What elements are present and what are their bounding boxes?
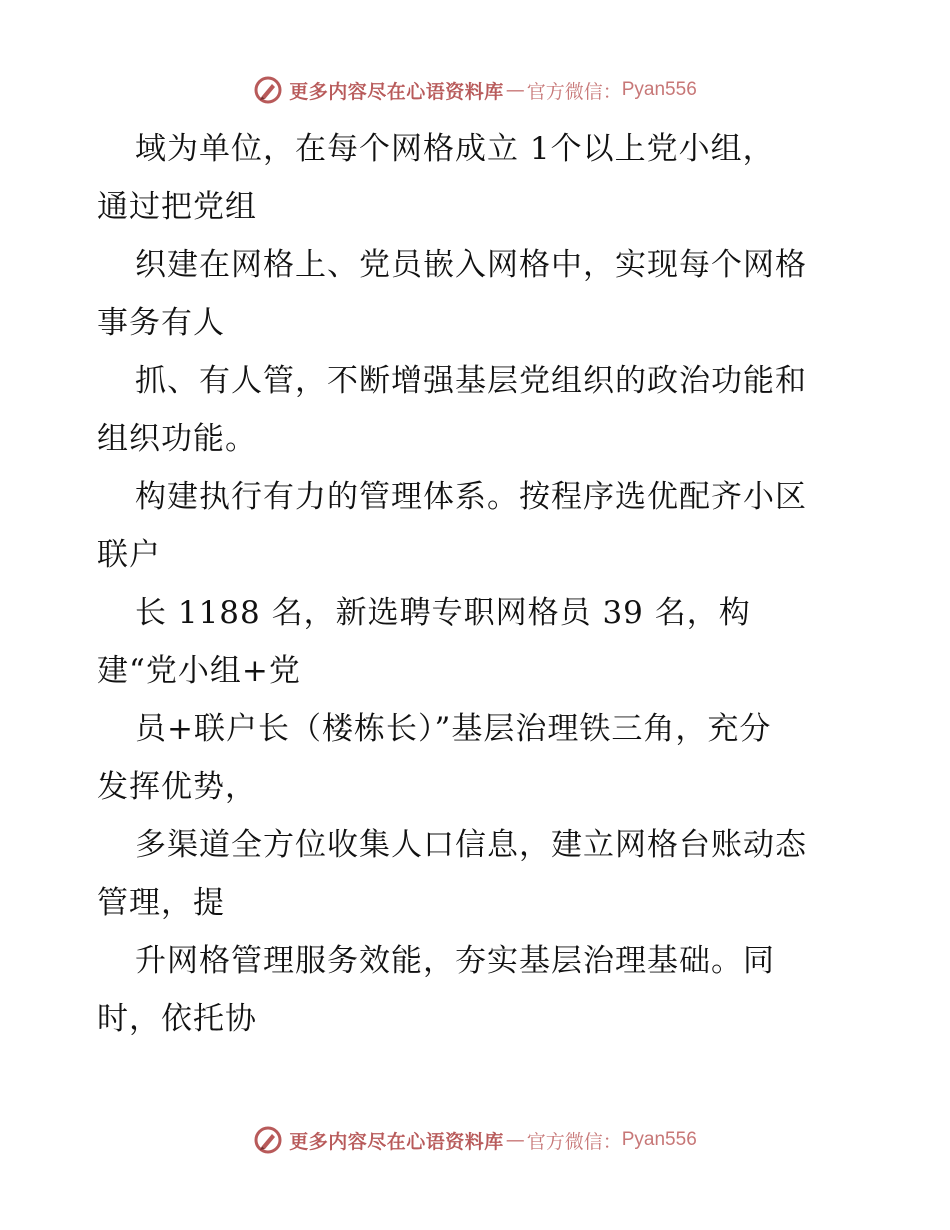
footer-banner: [0, 1120, 950, 1160]
banner-sub-text: 官方微信：: [526, 80, 622, 103]
text-line: 联户: [97, 537, 161, 573]
text-line: 升网格管理服务效能，夯实基层治理基础。同: [135, 943, 775, 979]
pen-nib-logo-icon: [253, 1125, 283, 1155]
text-line: 构建执行有力的管理体系。按程序选优配齐小区: [135, 479, 807, 515]
text-line: 事务有人: [97, 305, 225, 341]
header-banner: [0, 70, 950, 110]
text-line: 建“党小组+党: [97, 653, 301, 689]
text-line: 通过把党组: [97, 189, 257, 225]
text-line: 时，依托协: [97, 1001, 257, 1037]
banner-dash: —: [505, 79, 525, 101]
text-line: 长 1188 名，新选聘专职网格员 39 名，构: [135, 595, 751, 631]
banner-main-text: 更多内容尽在心语资料库: [289, 80, 504, 103]
banner-dash: —: [505, 1129, 525, 1151]
text-line: 织建在网格上、党员嵌入网格中，实现每个网格: [135, 247, 807, 283]
banner-wechat-id: Pyan556: [621, 79, 697, 100]
text-line: 员+联户长（楼栋长）”基层治理铁三角，充分: [135, 711, 772, 747]
banner-main-text: 更多内容尽在心语资料库: [289, 1130, 504, 1153]
banner-wechat-id: Pyan556: [621, 1129, 697, 1150]
pen-nib-logo-icon: [253, 75, 283, 105]
text-line: 抓、有人管，不断增强基层党组织的政治功能和: [135, 363, 807, 399]
document-body: [97, 120, 857, 1048]
text-line: 域为单位，在每个网格成立 1个以上党小组，: [135, 131, 775, 167]
text-line: 多渠道全方位收集人口信息，建立网格台账动态: [135, 827, 807, 863]
text-line: 组织功能。: [97, 421, 257, 457]
text-line: 管理，提: [97, 885, 225, 921]
text-line: 发挥优势，: [97, 769, 257, 805]
banner-sub-text: 官方微信：: [526, 1130, 622, 1153]
